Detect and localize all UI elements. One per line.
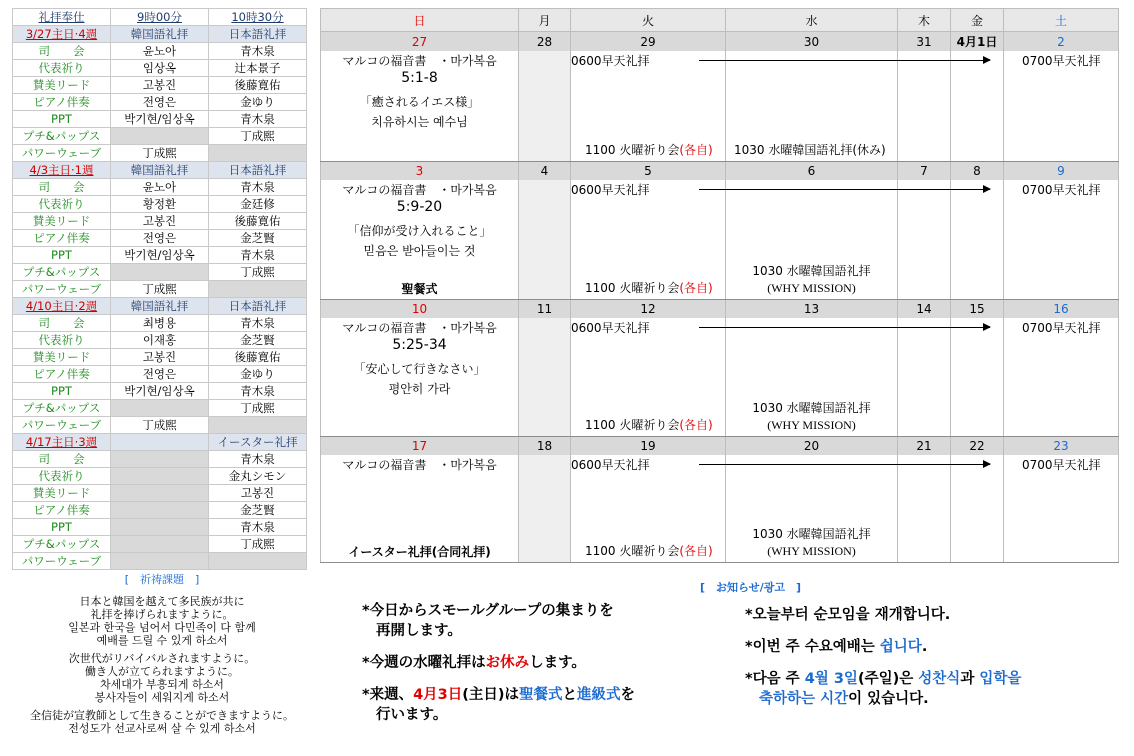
roster-role: PPT — [13, 247, 111, 264]
saturday-morning-prayer: 0700早天礼拝 — [1022, 321, 1101, 335]
weekday-wed: 水 — [726, 9, 898, 32]
notice-text: *이번 주 수요예배는 — [745, 639, 880, 655]
roster-row — [13, 332, 307, 349]
day-number: 5 — [571, 162, 726, 181]
saturday-morning-prayer: 0700早天礼拝 — [1022, 458, 1101, 472]
roster-header-cell: 10時30分 — [209, 9, 307, 26]
prayer-requests — [12, 573, 312, 735]
sermon-book: マルコの福音書 ・마가복음 — [342, 458, 497, 472]
roster-service-name: 韓国語礼拝 — [111, 298, 209, 315]
roster-person: 고봉진 — [111, 77, 209, 94]
roster-person — [209, 417, 307, 434]
roster-row — [13, 400, 307, 417]
notice-highlight: お休み — [485, 655, 530, 671]
roster-row — [13, 315, 307, 332]
roster-role: 司 会 — [13, 43, 111, 60]
roster-row — [13, 519, 307, 536]
thursday-cell — [898, 51, 951, 162]
monday-cell — [519, 180, 571, 300]
prayer-line: 일본과 한국을 넘어서 다민족이 다 함께 — [68, 621, 256, 634]
notice-kr-2 — [745, 637, 1125, 657]
prayer-line: 働き人が立てられますように。 — [85, 665, 239, 678]
prayer-line: 日本と韓国を越えて多民族が共に — [79, 595, 245, 608]
tuesday-prayer-meeting — [585, 416, 713, 433]
morning-prayer: 0600早天礼拝 — [571, 321, 650, 335]
sunday-event: イースター礼拝(合同礼拝) — [348, 545, 491, 559]
roster-person: 임상옥 — [111, 60, 209, 77]
day-number: 9 — [1004, 162, 1119, 181]
roster-person: 青木泉 — [209, 451, 307, 468]
calendar — [320, 8, 1119, 563]
friday-cell — [951, 318, 1004, 437]
roster-person: 고봉진 — [209, 485, 307, 502]
thursday-cell — [898, 180, 951, 300]
roster-person: 後藤寛佑 — [209, 349, 307, 366]
saturday-cell — [1004, 455, 1119, 563]
tuesday-prayer-meeting — [585, 279, 713, 296]
weekday-sun: 日 — [321, 9, 519, 32]
roster-person — [111, 519, 209, 536]
roster-role: ピアノ伴奏 — [13, 94, 111, 111]
saturday-morning-prayer: 0700早天礼拝 — [1022, 54, 1101, 68]
prayer-group-3 — [12, 709, 312, 735]
roster-row — [13, 536, 307, 553]
day-number: 7 — [898, 162, 951, 181]
friday-cell — [951, 180, 1004, 300]
day-number: 28 — [519, 32, 571, 52]
roster-person — [111, 128, 209, 145]
sermon-book: マルコの福音書 ・마가복음 — [342, 321, 497, 335]
roster-role: 賛美リード — [13, 213, 111, 230]
roster-role: パワーウェーブ — [13, 281, 111, 298]
roster-person: 青木泉 — [209, 315, 307, 332]
prayer-line: 전성도가 선교사로써 살 수 있게 하소서 — [68, 722, 256, 735]
roster-role: ピアノ伴奏 — [13, 366, 111, 383]
roster-role: プチ&パップス — [13, 536, 111, 553]
roster-person: 최병용 — [111, 315, 209, 332]
roster-date: 3/27主日·4週 — [13, 26, 111, 43]
tuesday-cell — [571, 51, 726, 162]
wednesday-service: 1030 水曜韓国語礼拝 — [752, 401, 871, 415]
sermon-title-kr: 평안히 가라 — [388, 382, 451, 396]
tuesday-prayer-label: 1100 火曜祈り会 — [585, 143, 680, 157]
day-number: 13 — [726, 300, 898, 319]
roster-row — [13, 43, 307, 60]
notice-highlight: 4月3日 — [413, 687, 463, 703]
notice-highlight: 입학을 — [979, 671, 1022, 687]
roster-person — [111, 553, 209, 570]
prayer-title: [ 祈祷課題 ] — [124, 573, 200, 586]
day-number: 20 — [726, 437, 898, 456]
roster-row — [13, 230, 307, 247]
day-number: 12 — [571, 300, 726, 319]
roster-row — [13, 247, 307, 264]
roster-header-cell: 礼拝奉仕 — [13, 9, 111, 26]
roster-service-name: 韓国語礼拝 — [111, 26, 209, 43]
tuesday-prayer-label: 1100 火曜祈り会 — [585, 281, 680, 295]
tuesday-prayer-label: 1100 火曜祈り会 — [585, 544, 680, 558]
morning-prayer: 0600早天礼拝 — [571, 183, 650, 197]
roster-person — [111, 400, 209, 417]
notice-text: を — [620, 687, 636, 703]
roster-person — [209, 145, 307, 162]
day-number: 21 — [898, 437, 951, 456]
day-number: 22 — [951, 437, 1004, 456]
roster-person: 青木泉 — [209, 247, 307, 264]
roster-service-name: 日本語礼拝 — [209, 298, 307, 315]
roster-role: 賛美リード — [13, 485, 111, 502]
roster-person: 金ゆり — [209, 94, 307, 111]
friday-cell — [951, 455, 1004, 563]
roster-role: PPT — [13, 383, 111, 400]
notices-korean — [745, 605, 1125, 709]
saturday-cell — [1004, 51, 1119, 162]
roster-person — [209, 553, 307, 570]
prayer-group-2 — [12, 652, 312, 704]
roster-role: 司 会 — [13, 315, 111, 332]
roster-person — [111, 451, 209, 468]
sermon-book: マルコの福音書 ・마가복음 — [342, 183, 497, 197]
week-number-row — [321, 437, 1119, 456]
day-number: 2 — [1004, 32, 1119, 52]
roster-person: 青木泉 — [209, 111, 307, 128]
weekday-fri: 金 — [951, 9, 1004, 32]
notice-jp-2 — [362, 653, 702, 673]
tuesday-cell — [571, 180, 726, 300]
roster-row — [13, 128, 307, 145]
sermon-book: マルコの福音書 ・마가복음 — [342, 54, 497, 68]
wednesday-service: 1030 水曜韓国語礼拝 — [752, 527, 871, 541]
notice-jp-3 — [362, 685, 702, 725]
morning-prayer: 0600早天礼拝 — [571, 54, 650, 68]
notice-highlight: 쉽니다 — [879, 639, 922, 655]
tuesday-prayer-note: (各自) — [679, 143, 713, 157]
wednesday-cell — [726, 51, 898, 162]
week-body-row — [321, 180, 1119, 300]
day-number: 11 — [519, 300, 571, 319]
day-number: 23 — [1004, 437, 1119, 456]
day-number: 10 — [321, 300, 519, 319]
sermon-verse: 5:25-34 — [392, 337, 447, 353]
notice-text: 이 있습니다. — [848, 691, 929, 707]
wednesday-service-note: (WHY MISSION) — [767, 281, 856, 295]
roster-row — [13, 145, 307, 162]
day-number: 8 — [951, 162, 1004, 181]
prayer-line: 礼拝を捧げられますように。 — [90, 608, 234, 621]
roster-person: 金芝賢 — [209, 332, 307, 349]
roster-person: 박기현/임상옥 — [111, 111, 209, 128]
notices-japanese — [362, 601, 702, 725]
friday-cell — [951, 51, 1004, 162]
roster-service-name — [111, 434, 209, 451]
roster-person: 丁成熙 — [209, 128, 307, 145]
calendar-weekday-header — [321, 9, 1119, 32]
day-number: 4 — [519, 162, 571, 181]
roster-role: プチ&パップス — [13, 128, 111, 145]
wednesday-service: 1030 水曜韓国語礼拝 — [752, 264, 871, 278]
roster-person: 青木泉 — [209, 383, 307, 400]
roster-role: 司 会 — [13, 179, 111, 196]
notice-highlight: 4월 3일 — [804, 671, 858, 687]
roster-person: 青木泉 — [209, 519, 307, 536]
roster-role: パワーウェーブ — [13, 417, 111, 434]
roster-person: 박기현/임상옥 — [111, 247, 209, 264]
notice-highlight: 축하하는 시간 — [759, 691, 849, 707]
roster-person — [111, 502, 209, 519]
roster-person — [111, 536, 209, 553]
saturday-morning-prayer: 0700早天礼拝 — [1022, 183, 1101, 197]
roster-role: PPT — [13, 519, 111, 536]
prayer-line: 차세대가 부흥되게 하소서 — [100, 678, 224, 691]
roster-date: 4/10主日·2週 — [13, 298, 111, 315]
roster-block-header — [13, 162, 307, 179]
notice-text: と — [562, 687, 578, 703]
roster-person: 金芝賢 — [209, 230, 307, 247]
service-roster — [12, 8, 307, 570]
sermon-title-jp: 「癒されるイエス様」 — [359, 95, 480, 109]
roster-row — [13, 179, 307, 196]
roster-date: 4/3主日·1週 — [13, 162, 111, 179]
monday-cell — [519, 51, 571, 162]
weekday-thu: 木 — [898, 9, 951, 32]
sermon-title-kr: 믿음은 받아들이는 것 — [363, 244, 476, 258]
roster-person: 고봉진 — [111, 213, 209, 230]
notice-text: . — [921, 639, 928, 655]
day-number: 18 — [519, 437, 571, 456]
roster-header-row — [13, 9, 307, 26]
roster-row — [13, 77, 307, 94]
roster-person: 丁成熙 — [209, 536, 307, 553]
roster-role: 司 会 — [13, 451, 111, 468]
roster-person: 青木泉 — [209, 43, 307, 60]
notice-highlight: 성찬식 — [918, 671, 961, 687]
roster-row — [13, 281, 307, 298]
notice-kr-3 — [745, 669, 1125, 709]
notice-text: *다음 주 — [745, 671, 805, 687]
sunday-cell — [321, 51, 519, 162]
roster-person: 고봉진 — [111, 349, 209, 366]
wednesday-service: 1030 水曜韓国語礼拝(休み) — [734, 143, 886, 157]
day-number: 30 — [726, 32, 898, 52]
roster-person: 丁成熙 — [209, 400, 307, 417]
roster-row — [13, 451, 307, 468]
weekday-tue: 火 — [571, 9, 726, 32]
day-number: 31 — [898, 32, 951, 52]
roster-role: パワーウェーブ — [13, 145, 111, 162]
roster-person: 丁成熙 — [209, 264, 307, 281]
prayer-line: 봉사자들이 세워지게 하소서 — [94, 691, 230, 704]
roster-role: ピアノ伴奏 — [13, 230, 111, 247]
roster-header-cell: 9時00分 — [111, 9, 209, 26]
sermon-title-kr: 치유하시는 예수님 — [371, 115, 468, 129]
roster-person: 金丸シモン — [209, 468, 307, 485]
notice-text: (主日)は — [462, 687, 520, 703]
roster-row — [13, 349, 307, 366]
notices-title: [ お知らせ/광고 ] — [700, 581, 801, 594]
roster-block-header — [13, 434, 307, 451]
tuesday-prayer-label: 1100 火曜祈り会 — [585, 418, 680, 432]
day-number: 29 — [571, 32, 726, 52]
roster-row — [13, 553, 307, 570]
roster-service-name: 韓国語礼拝 — [111, 162, 209, 179]
day-number: 6 — [726, 162, 898, 181]
monday-cell — [519, 318, 571, 437]
prayer-line: 예배를 드릴 수 있게 하소서 — [96, 634, 228, 647]
roster-row — [13, 417, 307, 434]
notice-text: *来週、 — [362, 687, 414, 703]
roster-row — [13, 468, 307, 485]
day-number: 17 — [321, 437, 519, 456]
prayer-line: 次世代がリバイバルされますように。 — [68, 652, 256, 665]
sunday-event: 聖餐式 — [401, 282, 438, 296]
wednesday-cell — [726, 318, 898, 437]
roster-service-name: 日本語礼拝 — [209, 26, 307, 43]
roster-person: 전영은 — [111, 230, 209, 247]
week-number-row — [321, 162, 1119, 181]
roster-person: 金廷修 — [209, 196, 307, 213]
roster-person — [111, 485, 209, 502]
notice-text: (주일)은 — [857, 671, 919, 687]
weekday-mon: 月 — [519, 9, 571, 32]
day-number: 15 — [951, 300, 1004, 319]
sermon-title-jp: 「信仰が受け入れること」 — [347, 224, 492, 238]
thursday-cell — [898, 318, 951, 437]
roster-row — [13, 264, 307, 281]
sunday-cell — [321, 318, 519, 437]
wednesday-service-note: (WHY MISSION) — [767, 544, 856, 558]
day-number: 14 — [898, 300, 951, 319]
notice-text: *今週の水曜礼拝は — [362, 655, 486, 671]
roster-role: 代表祈り — [13, 60, 111, 77]
tuesday-prayer-note: (各自) — [679, 544, 713, 558]
roster-person — [111, 468, 209, 485]
tuesday-prayer-meeting — [585, 542, 713, 559]
sermon-title-jp: 「安心して行きなさい」 — [353, 362, 486, 376]
roster-person — [209, 281, 307, 298]
roster-person: 後藤寛佑 — [209, 213, 307, 230]
morning-prayer: 0600早天礼拝 — [571, 458, 650, 472]
roster-role: 代表祈り — [13, 196, 111, 213]
roster-row — [13, 111, 307, 128]
day-number: 16 — [1004, 300, 1119, 319]
notice-kr-1: *오늘부터 순모임을 재개합니다. — [745, 607, 951, 623]
sermon-verse: 5:1-8 — [401, 70, 438, 86]
roster-person: 이재홍 — [111, 332, 209, 349]
roster-row — [13, 196, 307, 213]
roster-person: 황정환 — [111, 196, 209, 213]
roster-role: 賛美リード — [13, 77, 111, 94]
tuesday-cell — [571, 318, 726, 437]
roster-role: プチ&パップス — [13, 400, 111, 417]
roster-service-name: イースター礼拝 — [209, 434, 307, 451]
monday-cell — [519, 455, 571, 563]
week-number-row — [321, 32, 1119, 52]
roster-person: 後藤寛佑 — [209, 77, 307, 94]
roster-role: PPT — [13, 111, 111, 128]
day-number: 4月1日 — [951, 32, 1004, 52]
tuesday-cell — [571, 455, 726, 563]
notice-line: 行います。 — [376, 707, 448, 723]
weekday-sat: 土 — [1004, 9, 1119, 32]
notice-line: *今日からスモールグループの集まりを — [362, 603, 614, 619]
roster-row — [13, 213, 307, 230]
roster-person: 전영은 — [111, 94, 209, 111]
notice-text: します。 — [529, 655, 586, 671]
roster-person: 辻本景子 — [209, 60, 307, 77]
thursday-cell — [898, 455, 951, 563]
notice-text: 과 — [960, 671, 980, 687]
week-number-row — [321, 300, 1119, 319]
prayer-line: 全信徒が宣教師として生きることができますように。 — [30, 709, 294, 722]
roster-service-name: 日本語礼拝 — [209, 162, 307, 179]
prayer-group-1 — [12, 595, 312, 647]
roster-person — [111, 264, 209, 281]
roster-person: 丁成熙 — [111, 417, 209, 434]
wednesday-cell — [726, 455, 898, 563]
roster-person: 丁成熙 — [111, 145, 209, 162]
tuesday-prayer-note: (各自) — [679, 281, 713, 295]
notice-line: 再開します。 — [376, 623, 462, 639]
day-number: 19 — [571, 437, 726, 456]
week-body-row — [321, 455, 1119, 563]
saturday-cell — [1004, 180, 1119, 300]
roster-row — [13, 383, 307, 400]
roster-role: プチ&パップス — [13, 264, 111, 281]
roster-role: 賛美リード — [13, 349, 111, 366]
day-number: 3 — [321, 162, 519, 181]
roster-row — [13, 94, 307, 111]
roster-person: 전영은 — [111, 366, 209, 383]
roster-row — [13, 502, 307, 519]
notice-highlight: 聖餐式 — [519, 687, 563, 703]
tuesday-prayer-note: (各自) — [679, 418, 713, 432]
roster-person: 박기현/임상옥 — [111, 383, 209, 400]
roster-block-header — [13, 298, 307, 315]
sunday-cell — [321, 180, 519, 300]
notice-jp-1 — [362, 601, 702, 641]
roster-role: パワーウェーブ — [13, 553, 111, 570]
roster-row — [13, 485, 307, 502]
roster-person: 丁成熙 — [111, 281, 209, 298]
wednesday-service-note: (WHY MISSION) — [767, 418, 856, 432]
day-number: 27 — [321, 32, 519, 52]
roster-role: 代表祈り — [13, 468, 111, 485]
roster-person: 金ゆり — [209, 366, 307, 383]
saturday-cell — [1004, 318, 1119, 437]
week-body-row — [321, 51, 1119, 162]
roster-role: ピアノ伴奏 — [13, 502, 111, 519]
tuesday-prayer-meeting — [585, 141, 713, 158]
wednesday-cell — [726, 180, 898, 300]
roster-person: 金芝賢 — [209, 502, 307, 519]
roster-row — [13, 60, 307, 77]
roster-role: 代表祈り — [13, 332, 111, 349]
roster-date: 4/17主日·3週 — [13, 434, 111, 451]
roster-block-header — [13, 26, 307, 43]
sunday-cell — [321, 455, 519, 563]
week-body-row — [321, 318, 1119, 437]
roster-person: 윤노아 — [111, 43, 209, 60]
notice-highlight: 進級式 — [577, 687, 621, 703]
sermon-verse: 5:9-20 — [396, 199, 443, 215]
roster-person: 윤노아 — [111, 179, 209, 196]
roster-row — [13, 366, 307, 383]
roster-person: 青木泉 — [209, 179, 307, 196]
